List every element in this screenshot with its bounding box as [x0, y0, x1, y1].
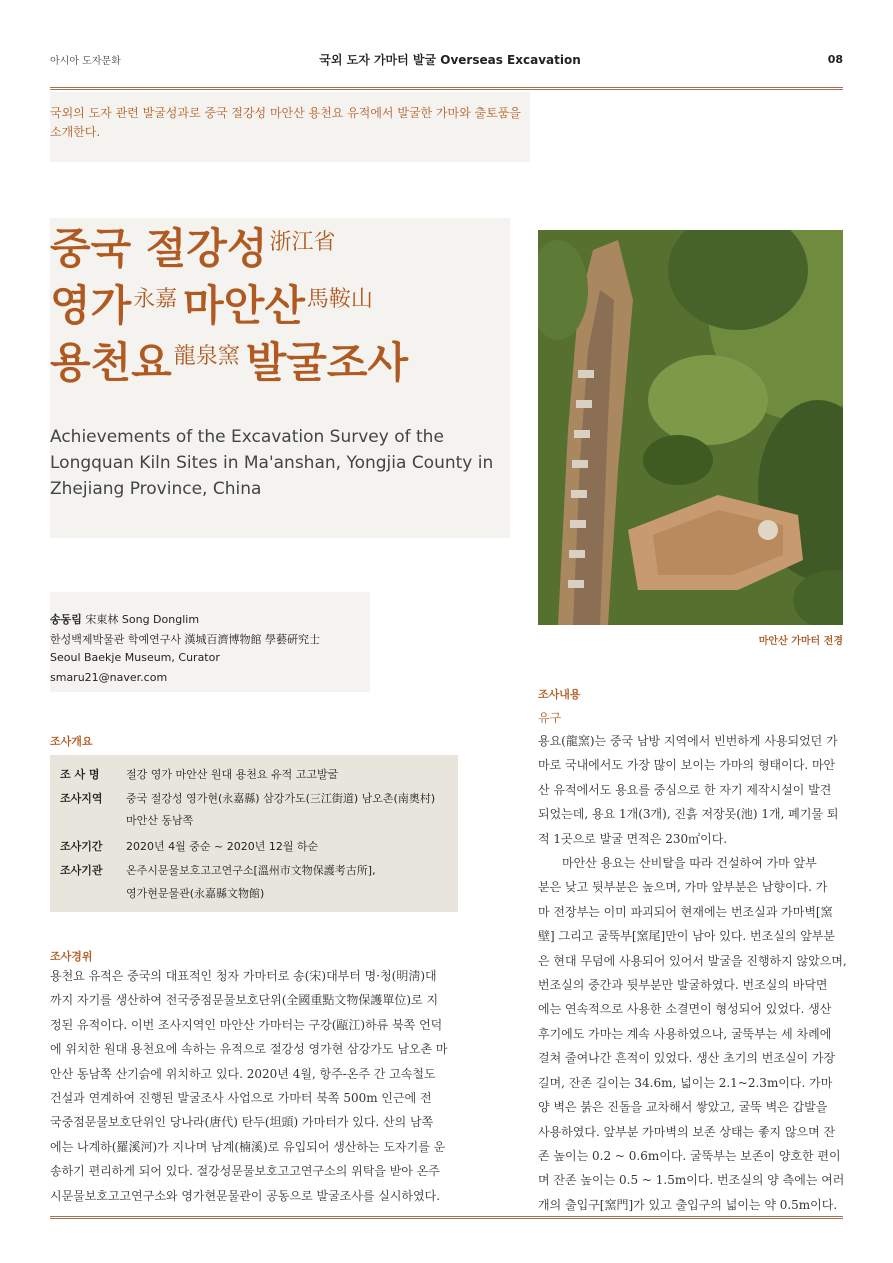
body-line: 에 위치한 원대 용천요에 속하는 유적으로 절강성 영가현 삼강가도 남오촌 마 [50, 1042, 448, 1057]
row-label: 조 사 명 [60, 768, 100, 781]
body-line: 안산 동남쪽 산기슭에 위치하고 있다. 2020년 4월, 항주-온주 간 고속철도 [50, 1066, 436, 1081]
body-line: 후기에도 가마는 계속 사용하였으나, 굴뚝부는 세 차례에 [538, 1026, 832, 1041]
author-email[interactable]: smaru21@naver.com [50, 671, 168, 684]
intro-panel [50, 92, 530, 162]
intro-text: 국외의 도자 관련 발굴성과로 중국 절강성 마안산 용천요 유적에서 발굴한 가마와 출토품을 소개한다. [50, 106, 521, 139]
body-line: 에는 나계하(羅溪河)가 지나며 남계(楠溪)로 유입되어 생산하는 도자기를 운 [50, 1139, 446, 1154]
body-line: 산 유적에서도 용요를 중심으로 한 자기 제작시설이 발견 [538, 782, 832, 797]
body-line: 에는 연속적으로 사용한 소결면이 형성되어 있었다. 생산 [538, 1002, 832, 1017]
author-affiliation-en: Seoul Baekje Museum, Curator [50, 651, 220, 664]
english-subtitle: Achievements of the Excavation Survey of the Longquan Kiln Sites in Ma'anshan, Yongjia County in Zhejiang Province, China [50, 427, 494, 499]
body-line: 壁] 그리고 굴뚝부[窯尾]만이 남아 있다. 번조실의 앞부분 [538, 929, 835, 944]
body-line: 마안산 용요는 산비탈을 따라 건설하여 가마 앞부 [562, 856, 817, 871]
row-label: 조사기간 [60, 840, 103, 853]
title-line-3 [50, 338, 409, 387]
body-line: 적 1곳으로 발굴 면적은 230㎡이다. [538, 831, 728, 846]
author-name-ko: 송동림 [50, 613, 82, 626]
title-ko-3b: 발굴조사 [245, 338, 409, 387]
body-line: 시문물보호고고연구소와 영가현문물관이 공동으로 발굴조사를 실시하였다. [50, 1188, 441, 1203]
row-value: 2020년 4월 중순 ~ 2020년 12월 하순 [126, 840, 319, 853]
row-value: 절강 영가 마안산 원대 용천요 유적 고고발굴 [126, 768, 339, 781]
row-label: 조사기관 [60, 864, 103, 877]
body-line: 걸쳐 줄여나간 흔적이 있었다. 생산 초기의 번조실이 가장 [538, 1051, 836, 1066]
row-value: 온주시문물보호고고연구소[溫州市文物保護考古所], [126, 864, 376, 877]
header-divider [50, 87, 843, 90]
kiln-site-photo [538, 230, 843, 625]
body-line: 용천요 유적은 중국의 대표적인 청자 가마터로 송(宋)대부터 명·청(明淸)대 [50, 969, 437, 983]
body-line: 은 현대 무덤에 사용되어 있어서 발굴을 진행하지 않았으며, [538, 953, 847, 968]
body-line: 분은 낮고 뒷부분은 높으며, 가마 앞부분은 남향이다. 가 [538, 880, 828, 895]
body-line: 길며, 잔존 길이는 34.6m, 넓이는 2.1~2.3m이다. 가마 [538, 1075, 833, 1090]
running-header-left: 아시아 도자문화 [50, 56, 121, 67]
title-han-2b: 馬鞍山 [306, 287, 373, 312]
row-value: 영가현문물관(永嘉縣文物館) [126, 887, 265, 900]
row-value: 중국 절강성 영가현(永嘉縣) 삼강가도(三江街道) 남오촌(南奧村) [126, 792, 436, 805]
content-body [538, 729, 847, 1217]
overview-table [50, 755, 458, 912]
title-ko-3: 용천요 [50, 338, 172, 387]
author-name-rest: 宋東林 Song Donglim [85, 613, 200, 626]
body-line: 마 전장부는 이미 파괴되어 현재에는 번조실과 가마벽[窯 [538, 904, 833, 919]
title-han-1: 浙江省 [269, 230, 336, 255]
author-affiliation: 한성백제박물관 학예연구사 漢城百濟博物館 學藝硏究士 [50, 633, 320, 646]
body-line: 건설과 연계하여 진행된 발굴조사 사업으로 가마터 북쪽 500m 인근에 전 [50, 1091, 432, 1106]
body-line: 국중점문물보호단위인 당나라(唐代) 탄두(坦頭) 가마터가 있다. 산의 남쪽 [50, 1115, 434, 1130]
history-heading: 조사경위 [50, 950, 93, 963]
body-line: 송하기 편리하게 되어 있다. 절강성문물보호고고연구소의 위탁을 받아 온주 [50, 1164, 440, 1179]
body-line: 마로 국내에서도 가장 많이 보이는 가마의 형태이다. 마안 [538, 758, 836, 773]
history-body [50, 964, 458, 1208]
title-han-3: 龍泉窯 [173, 344, 240, 369]
row-label: 조사지역 [60, 792, 103, 805]
footer-divider [50, 1216, 843, 1219]
body-line: 까지 자기를 생산하여 전국중점문물보호단위(全國重點文物保護單位)로 지 [50, 993, 439, 1008]
title-line-2 [50, 281, 379, 330]
author-name [50, 611, 199, 627]
running-header-title: 국외 도자 가마터 발굴 Overseas Excavation [319, 53, 581, 67]
body-line: 사용하였다. 앞부분 가마벽의 보존 상태는 좋지 않으며 잔 [538, 1124, 836, 1139]
body-line: 용요(龍窯)는 중국 남방 지역에서 빈번하게 사용되었던 가 [538, 734, 838, 748]
content-heading: 조사내용 [538, 688, 581, 701]
aerial-photo-illustration [538, 230, 843, 625]
body-line: 존 높이는 0.2 ~ 0.6m이다. 굴뚝부는 보존이 양호한 편이 [538, 1148, 841, 1163]
body-line: 정된 유적이다. 이번 조사지역인 마안산 가마터는 구강(甌江)하류 북쪽 언덕 [50, 1017, 443, 1032]
body-line: 며 잔존 높이는 0.5 ~ 1.5m이다. 번조실의 양 측에는 여러 [538, 1173, 845, 1188]
content-subheading: 유구 [538, 711, 562, 725]
body-line: 양 벽은 붉은 진돌을 교차해서 쌓았고, 굴뚝 벽은 갑발을 [538, 1100, 828, 1115]
title-ko-1: 중국 절강성 [50, 224, 268, 273]
overview-heading: 조사개요 [50, 735, 93, 748]
title-han-2: 永嘉 [133, 287, 178, 312]
body-line: 번조실의 중간과 뒷부분만 발굴하였다. 번조실의 바닥면 [538, 978, 828, 993]
title-ko-2: 영가 [50, 281, 132, 330]
title-line-1 [50, 224, 342, 273]
row-value: 마안산 동남쪽 [126, 814, 194, 827]
body-line: 개의 출입구[窯門]가 있고 출입구의 넓이는 약 0.5m이다. [538, 1197, 838, 1212]
body-line: 되었는데, 용요 1개(3개), 진흙 저장못(池) 1개, 폐기물 퇴 [538, 807, 839, 822]
page-number: 08 [827, 53, 843, 66]
title-ko-2b: 마안산 [183, 281, 305, 330]
photo-caption: 마안산 가마터 전경 [758, 636, 843, 647]
